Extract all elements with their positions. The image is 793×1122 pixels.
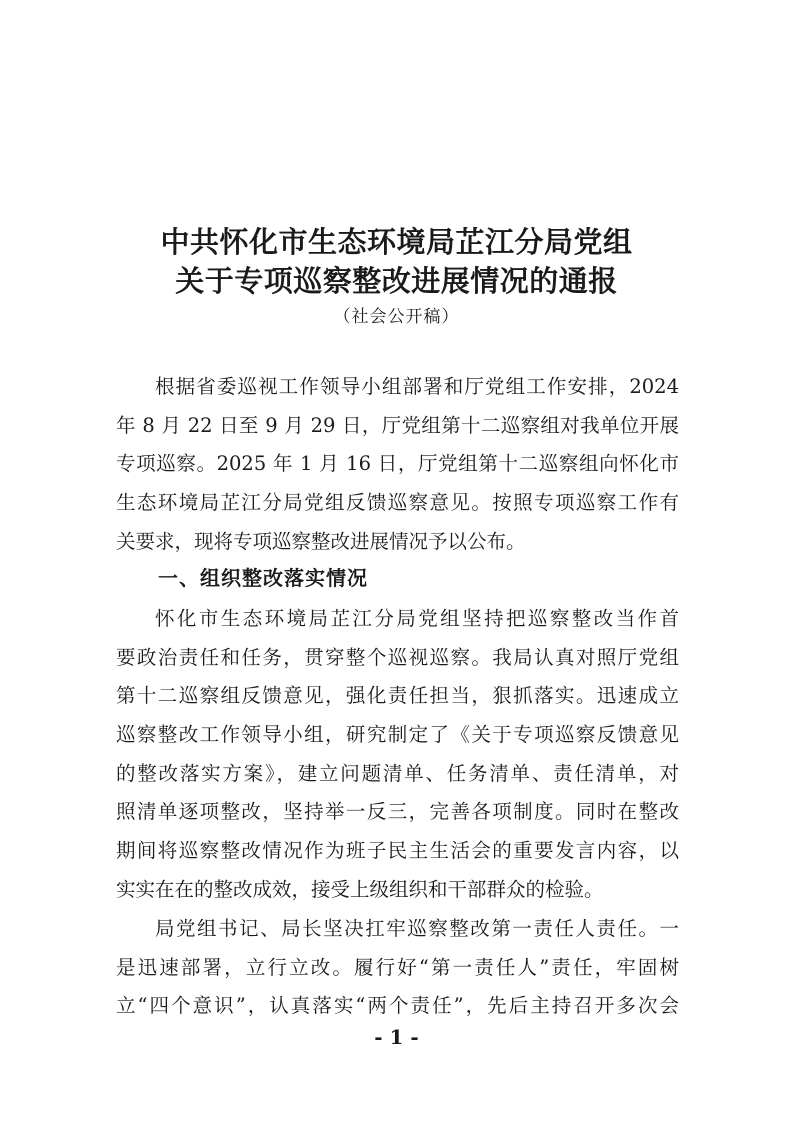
paragraph-1-line: 年 8 月 22 日至 9 月 29 日，厅党组第十二巡察组对我单位开展 <box>116 413 679 437</box>
paragraph-3 <box>116 910 679 1026</box>
document-title-line-1: 中共怀化市生态环境局芷江分局党组 <box>160 225 633 259</box>
paragraph-3-line: 局党组书记、局长坚决扛牢巡察整改第一责任人责任。一 <box>155 917 679 940</box>
paragraph-2-line: 怀化市生态环境局芷江分局党组坚持把巡察整改当作首 <box>155 607 679 630</box>
paragraph-2-line: 要政治责任和任务，贯穿整个巡视巡察。我局认真对照厅党组 <box>116 645 679 669</box>
paragraph-2-line: 巡察整改工作领导小组，研究制定了《关于专项巡察反馈意见 <box>116 723 679 747</box>
section-heading-1: 一、组织整改落实情况 <box>158 566 368 590</box>
paragraph-2-line: 实实在在的整改成效，接受上级组织和干部群众的检验。 <box>116 877 604 901</box>
paragraph-1-line: 根据省委巡视工作领导小组部署和厅党组工作安排，2024 <box>155 375 679 398</box>
paragraph-2-line: 照清单逐项整改，坚持举一反三，完善各项制度。同时在整改 <box>116 800 679 824</box>
document-title-line-2: 关于专项巡察整改进展情况的通报 <box>175 264 618 298</box>
paragraph-1 <box>116 368 679 561</box>
paragraph-2-line: 的整改落实方案》，建立问题清单、任务清单、责任清单，对 <box>116 761 679 785</box>
paragraph-3-line: 立“四个意识”，认真落实“两个责任”，先后主持召开多次会 <box>116 994 679 1018</box>
paragraph-3-line: 是迅速部署，立行立改。履行好“第一责任人”责任，牢固树 <box>116 955 679 979</box>
paragraph-2-line: 期间将巡察整改情况作为班子民主生活会的重要发言内容，以 <box>116 839 679 863</box>
document-subtitle: （社会公开稿） <box>333 307 460 327</box>
paragraph-1-line: 关要求，现将专项巡察整改进展情况予以公布。 <box>116 529 526 553</box>
paragraph-1-line: 专项巡察。2025 年 1 月 16 日，厅党组第十二巡察组向怀化市 <box>116 452 679 476</box>
page-number: - 1 - <box>374 1025 419 1049</box>
paragraph-1-line: 生态环境局芷江分局党组反馈巡察意见。按照专项巡察工作有 <box>116 491 679 515</box>
paragraph-2-line: 第十二巡察组反馈意见，强化责任担当，狠抓落实。迅速成立 <box>116 684 679 708</box>
paragraph-2 <box>116 600 679 910</box>
